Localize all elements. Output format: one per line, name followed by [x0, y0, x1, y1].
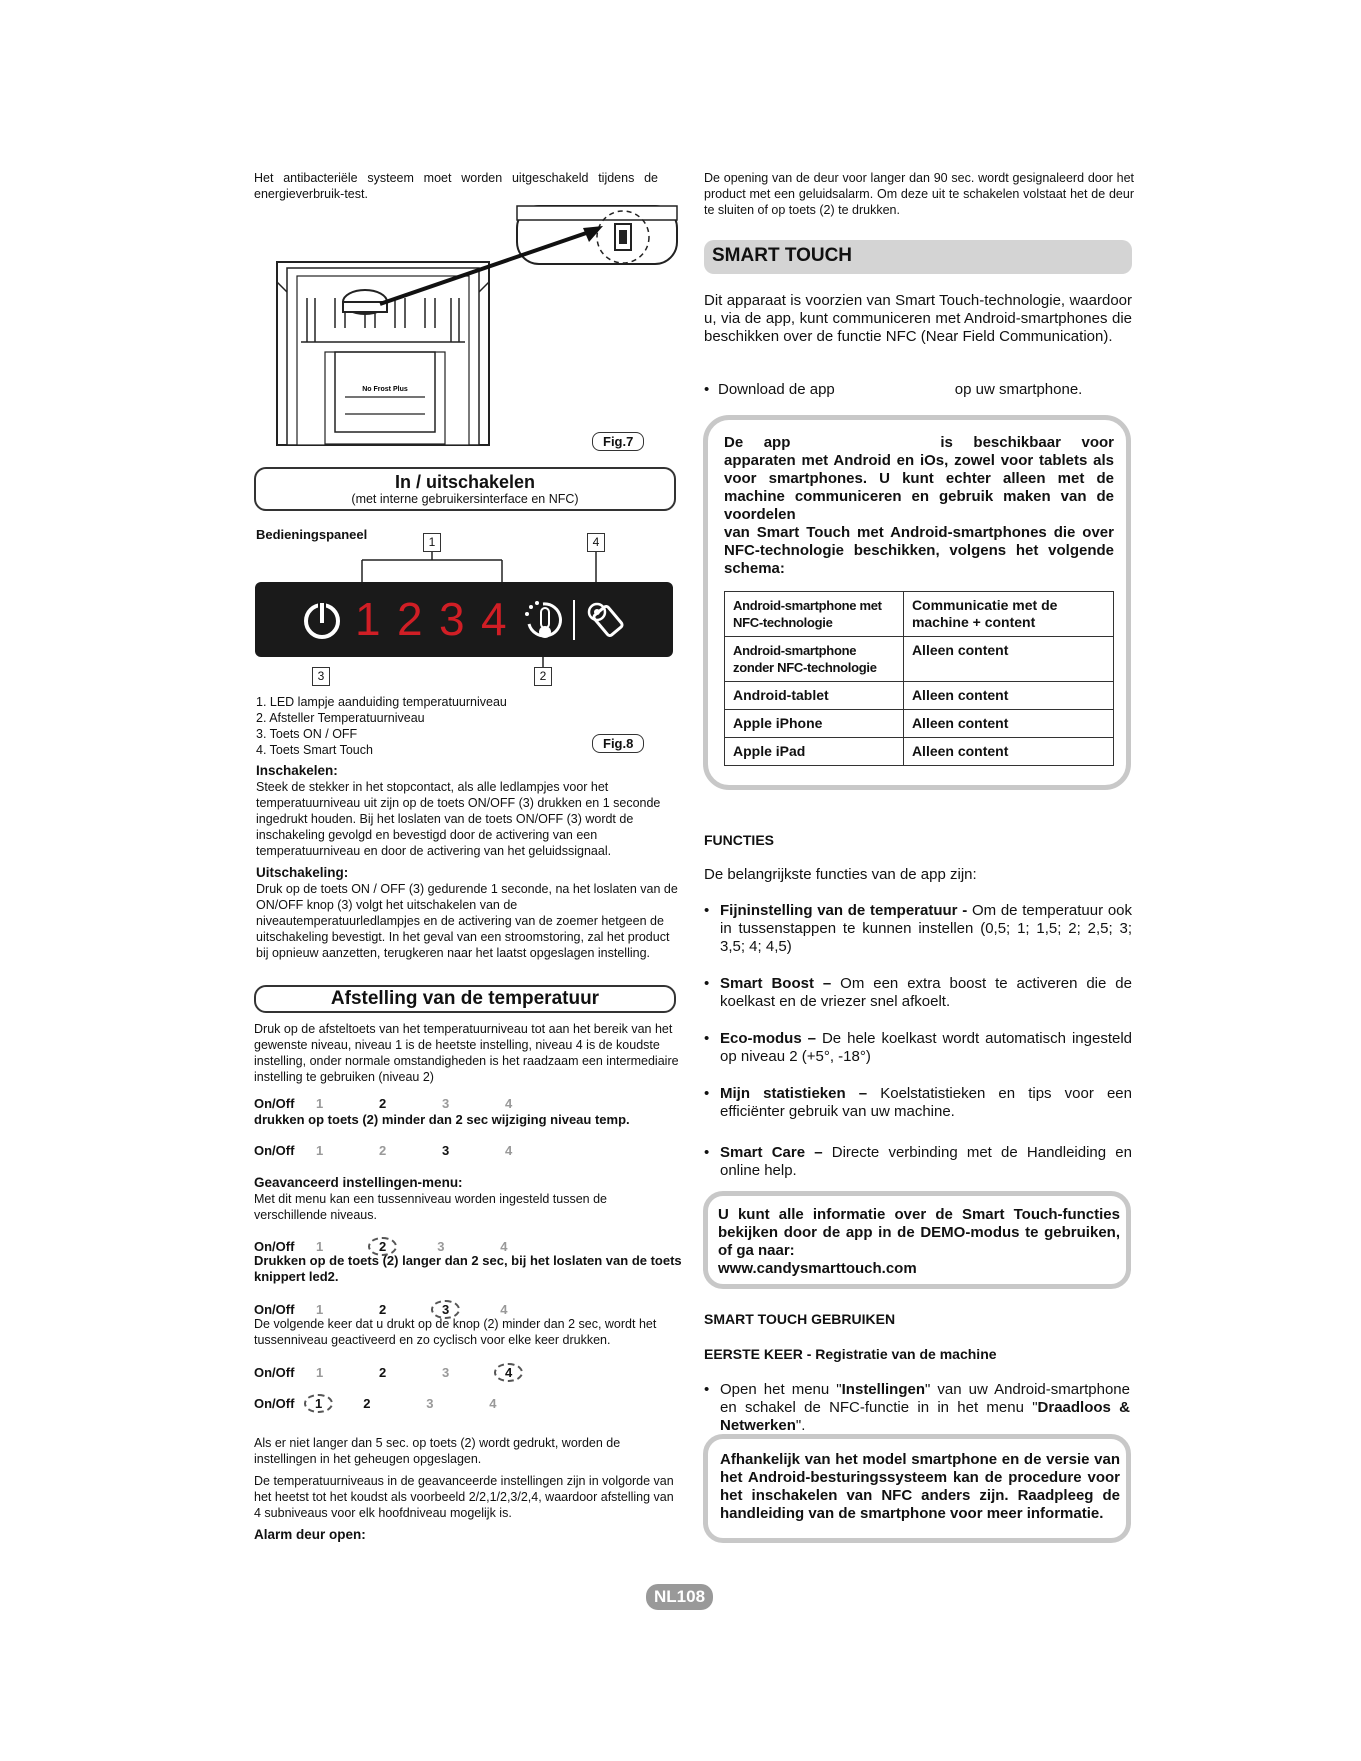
section-afstelling-title: Afstelling van de temperatuur [330, 988, 600, 1009]
gebruiken-title: SMART TOUCH GEBRUIKEN [704, 1311, 896, 1327]
druk-instructie-3: De volgende keer dat u drukt op de knop (2) minder dan 2 sec, wordt het tussenniveau geactiveerd en zo cyclisch voor elke keer drukken. [254, 1317, 657, 1347]
legend-item-3: 3. Toets ON / OFF [256, 727, 358, 741]
callout-2: 2 [534, 667, 552, 686]
level-row-6: On/Off 1 2 3 4 [254, 1396, 497, 1411]
section-afstelling [254, 985, 676, 1013]
alarm-title: Alarm deur open: [254, 1527, 366, 1542]
callout-1: 1 [423, 533, 441, 552]
afstelling-text: Druk op de afsteltoets van het temperatuurniveau tot aan het bereik van het gewenste niveau, niveau 1 is de heetste instelling, niveau 4 is de koudste instelling, onder normale omstandigheden is het raadzaam een intermediaire instelling te gebruiken (niveau 2) [254, 1022, 679, 1084]
panel-divider [573, 600, 575, 640]
led-digits [355, 594, 523, 644]
level-row-3: On/Off 1 2 3 4 [254, 1239, 508, 1254]
inschakelen-block [256, 763, 682, 961]
bedieningspaneel-label: Bedieningspaneel [256, 527, 368, 542]
eerste-keer-title: EERSTE KEER - Registratie van de machine [704, 1346, 997, 1362]
fridge-illustration [275, 202, 685, 447]
legend-item-1: 1. LED lampje aanduiding temperatuurniveau [256, 695, 507, 709]
closing-block [254, 1435, 684, 1543]
section-in-uitschakelen [254, 467, 676, 511]
control-panel [255, 582, 673, 657]
geavanceerd-block [254, 1175, 682, 1223]
druk-instructie-1: drukken op toets (2) minder dan 2 sec wijziging niveau temp. [254, 1112, 630, 1127]
demo-info-box: U kunt alle informatie over de Smart Touch-functies bekijken door de app in de DEMO-modus te gebruiken, of ga naar: www.candysmarttouch.com [703, 1191, 1131, 1289]
section-subtitle: (met interne gebruikersinterface en NFC) [351, 492, 579, 506]
compat-table: Android-smartphone met NFC-technologie Communicatie met de machine + content Android-smartphone zonder NFC-technologie Alleen content Android-tablet Alleen content Apple iPhone Alleen content Apple iPad Alleen content [724, 591, 1114, 766]
smart-intro: Dit apparaat is voorzien van Smart Touch-technologie, waardoor u, via de app, kunt communiceren met Android-smartphones die beschikken over de functie NFC (Near Field Communication). [704, 292, 1132, 345]
smart-touch-icon[interactable] [585, 598, 629, 642]
nfc-note-box: Afhankelijk van het model smartphone en de versie van het Android-besturingssysteem kan de procedure voor het inschakelen van NFC anders zijn. Raadpleeg de handleiding van de smartphone voor meer informatie. [703, 1434, 1131, 1543]
thermometer-icon[interactable] [519, 594, 567, 646]
power-icon[interactable] [301, 599, 343, 641]
functies-intro: De belangrijkste functies van de app zijn: [704, 866, 977, 883]
geavanceerd-title: Geavanceerd instellingen-menu: [254, 1175, 463, 1190]
level-row-4: On/Off 1 2 3 4 [254, 1302, 508, 1317]
deur-alarm-text: De opening van de deur voor langer dan 90 sec. wordt gesignaleerd door het product met een geluidsalarm. Om deze uit te schakelen volstaat het de deur te sluiten of op toets (2) te drukken. [704, 171, 1134, 217]
para-subniveaus: De temperatuurniveaus in de geavanceerde instellingen zijn in volgorde van het heetst tot het koudst als voorbeeld 2/2,1/2,3/2,4, waardoor afstelling van 4 subniveaus voor elk hoofdniveau mogelijk is. [254, 1474, 674, 1520]
candy-url: www.candysmarttouch.com [718, 1260, 917, 1277]
level-row-2: On/Off 1 2 3 4 [254, 1143, 513, 1158]
level-row-5: On/Off 1 2 3 4 [254, 1363, 523, 1382]
level-row-1: On/Off 1 2 3 4 [254, 1096, 513, 1111]
callout-3: 3 [312, 667, 330, 686]
led-4: 4 [481, 593, 507, 645]
callout-4: 4 [587, 533, 605, 552]
inschakelen-title: Inschakelen: [256, 763, 338, 778]
fig7-label: Fig.7 [592, 432, 644, 451]
legend-item-4: 4. Toets Smart Touch [256, 743, 373, 757]
led-2: 2 [397, 593, 423, 645]
inschakelen-text: Steek de stekker in het stopcontact, als alle ledlampjes voor het temperatuurniveau uit zijn op de toets ON/OFF (3) drukken en 1 seconde ingedrukt houden. Bij het loslaten van de toets ON/OFF (3) wordt de inschakeling gevolgd en bevestigd door de activering van een temperatuurniveau en door de activering van het geluidssignaal. [256, 780, 661, 858]
panel-legend [256, 694, 636, 758]
fig8-label: Fig.8 [592, 734, 644, 753]
no-frost-plus-label: No Frost Plus [362, 386, 408, 393]
page-number: NL108 [646, 1584, 713, 1610]
open-menu-item: • Open het menu "Instellingen" van uw Android-smartphone en schakel de NFC-functie in in het menu "Draadloos & Netwerken". [704, 1381, 1130, 1434]
app-availability-box: De app is beschikbaar voor apparaten met Android en iOs, zowel voor tablets als voor smartphones. U kunt echter alleen met de machine communiceren en gebruik maken van de voordelen van Smart Touch met Android-smartphones die over NFC-technologie beschikken, volgens het volgende schema: Android-smartphone met NFC-technologie Communicatie met de machine + content Android-smartphone zonder NFC-technologie Alleen content Android-tablet Alleen content Apple iPhone Alleen content Apple iPad Alleen content [703, 415, 1131, 790]
functies-title: FUNCTIES [704, 832, 774, 848]
download-item: • Download de app op uw smartphone. [704, 381, 1083, 398]
legend-item-2: 2. Afsteller Temperatuurniveau [256, 711, 425, 725]
para-5sec: Als er niet langer dan 5 sec. op toets (2) wordt gedrukt, worden de instellingen in het geheugen opgeslagen. [254, 1436, 621, 1466]
led-1: 1 [355, 593, 381, 645]
geavanceerd-text: Met dit menu kan een tussenniveau worden ingesteld tussen de verschillende niveaus. [254, 1192, 608, 1222]
uitschakeling-title: Uitschakeling: [256, 865, 349, 880]
uitschakeling-text: Druk op de toets ON / OFF (3) gedurende 1 seconde, na het loslaten van de ON/OFF knop (3) volgt het uitschakelen van de niveautemperatuurledlampjes en de activering van de zoemer hetgeen de uitschakeling bevestigt. In het geval van een stroomstoring, zal het product bij opnieuw aanzetten, terugkeren naar het laatst opgeslagen instelling. [256, 882, 678, 960]
functies-list: • Fijninstelling van de temperatuur - Om de temperatuur ook in tussenstappen te kunnen instellen (0,5; 1; 1,5; 2; 2,5; 3; 3,5; 4; 4,5) • Smart Boost – Om een extra boost te activeren die de koelkast en de vriezer snel afkoelt. • Eco-modus – De hele koelkast wordt automatisch ingesteld op niveau 2 (+5°, -18°) • Mijn statistieken – Koelstatistieken en tips voor een efficiënter gebruik van uw machine. • Smart Care – Directe verbinding met de Handleiding en online help. [704, 902, 1132, 1179]
druk-instructie-2: Drukken op de toets (2) langer dan 2 sec, bij het loslaten van de toets knippert led2. [254, 1253, 682, 1284]
led-3: 3 [439, 593, 465, 645]
intro-paragraph: Het antibacteriële systeem moet worden uitgeschakeld tijdens de energieverbruik-test. [254, 171, 658, 201]
smart-touch-header: SMART TOUCH [704, 240, 1132, 274]
section-title: In / uitschakelen [394, 472, 536, 492]
